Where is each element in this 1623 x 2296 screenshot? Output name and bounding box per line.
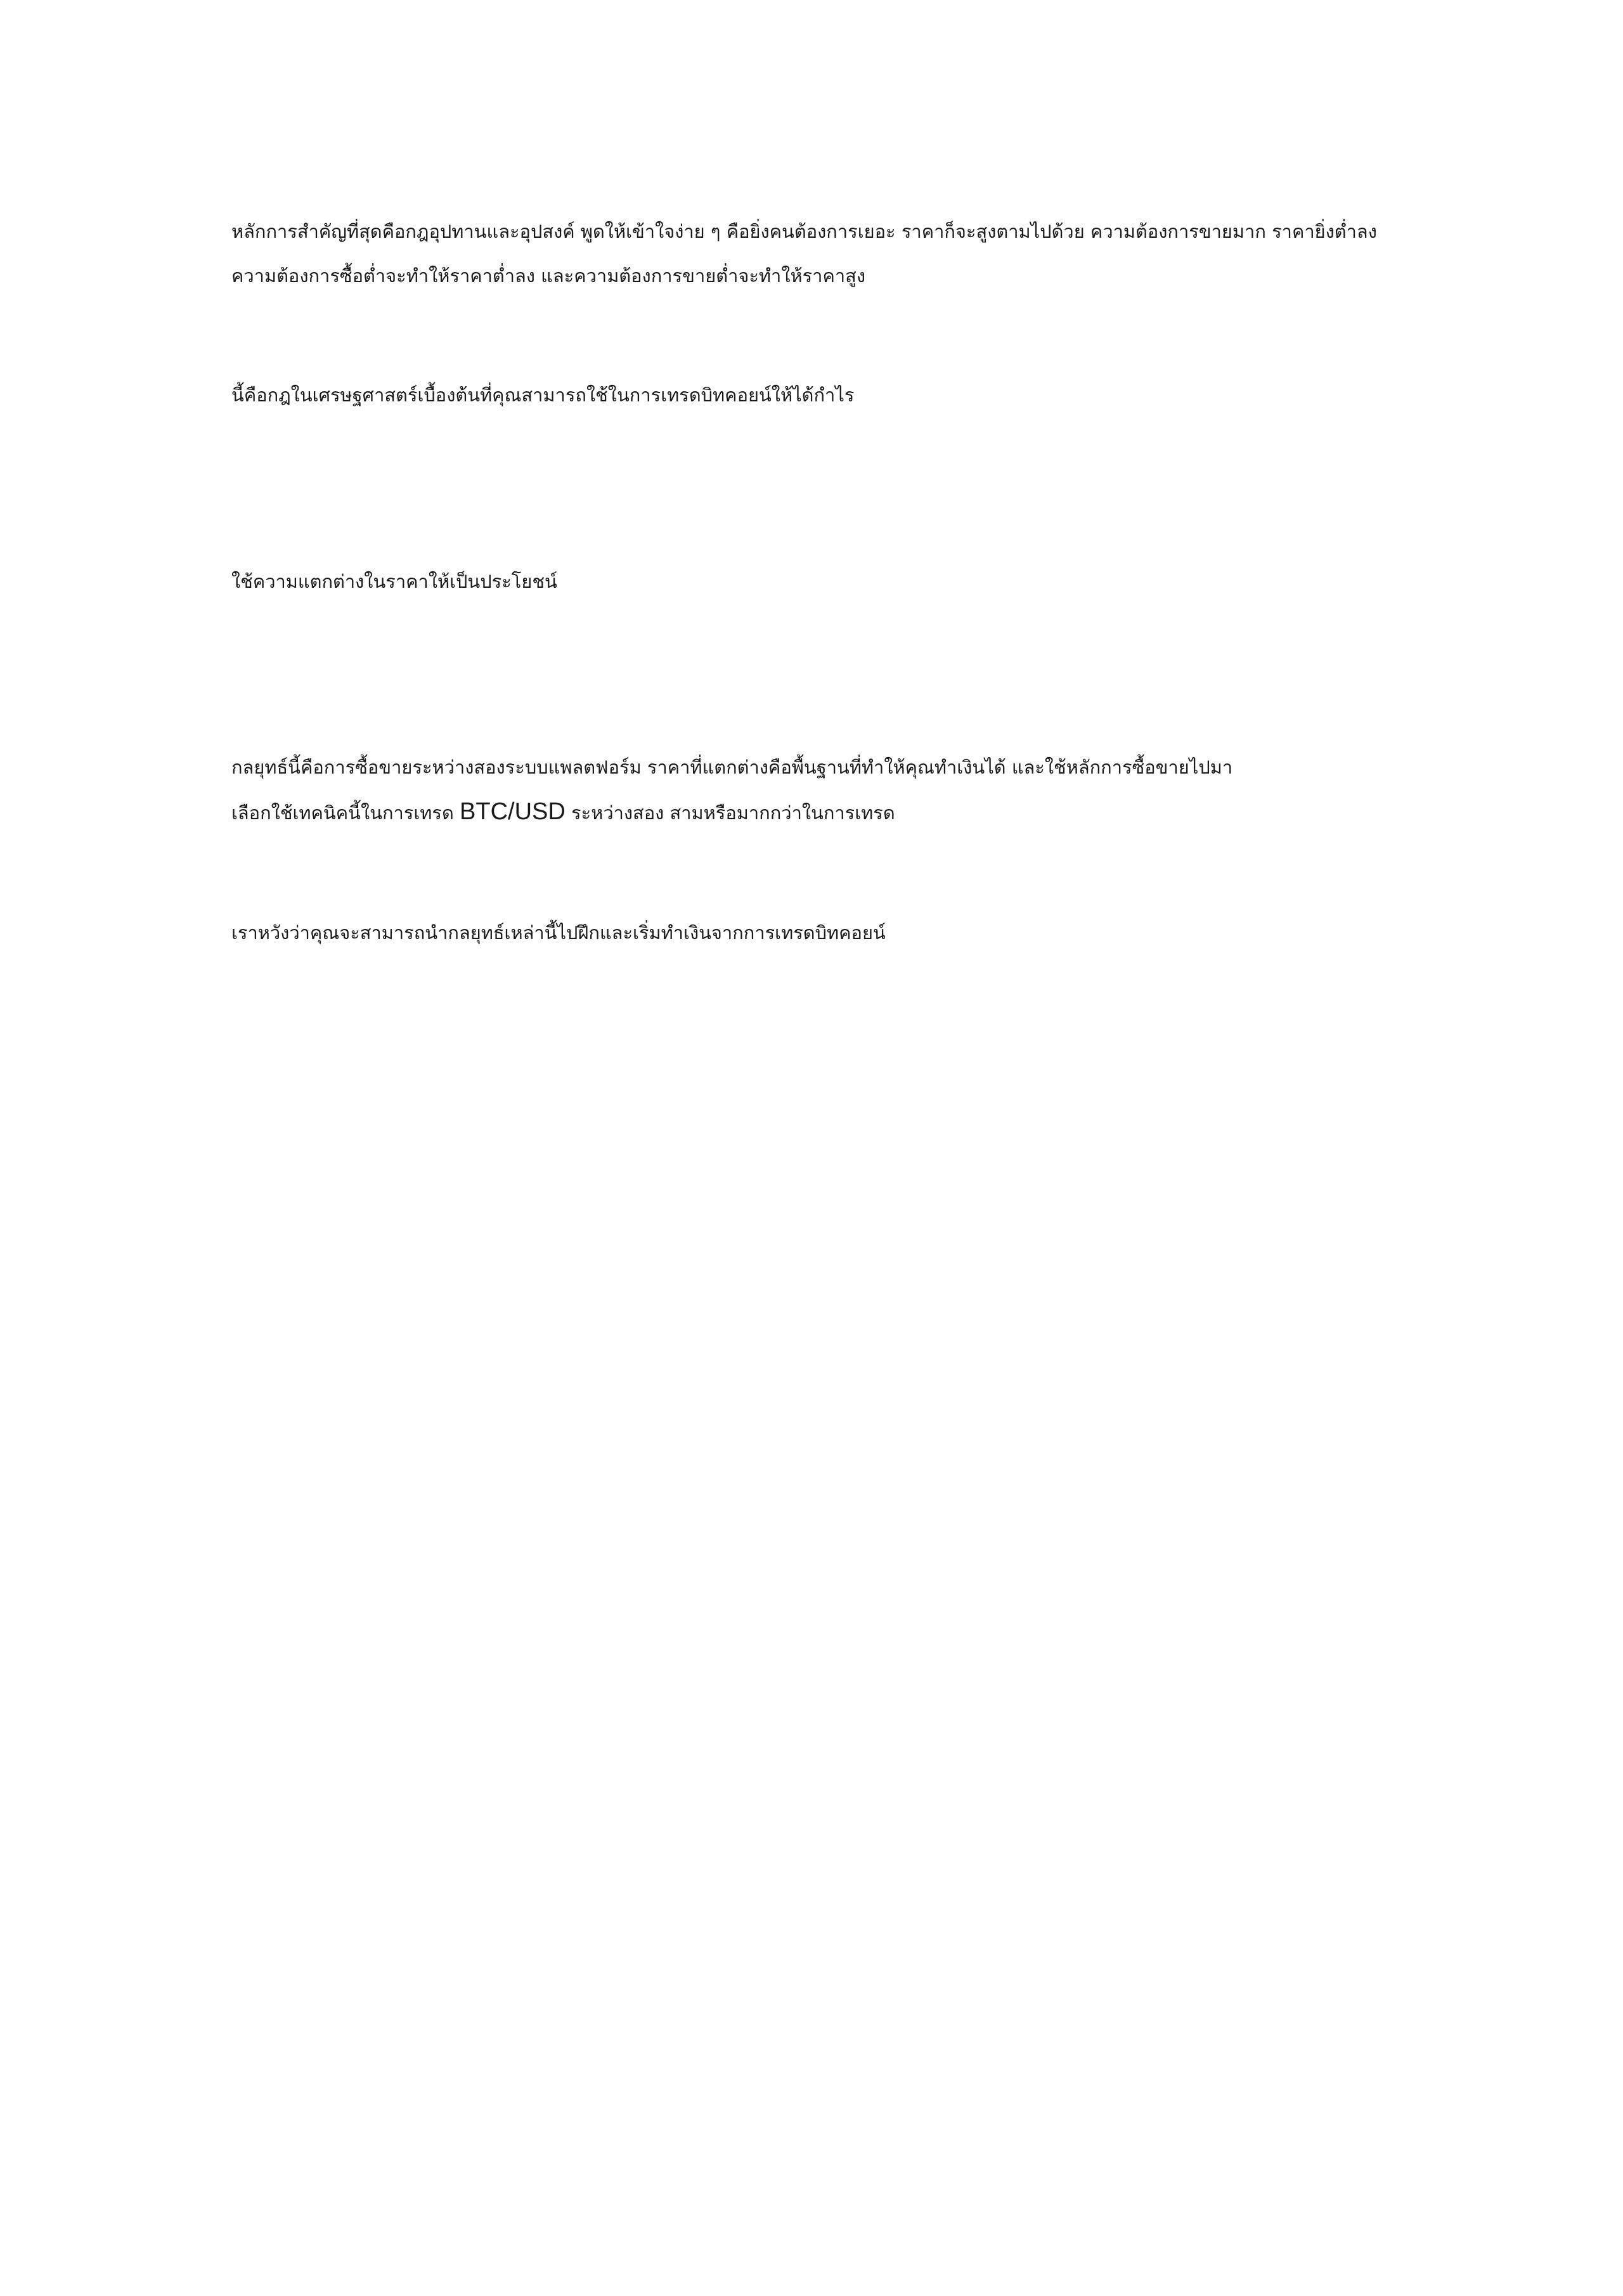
heading-text: ใช้ความแตกต่างในราคาให้เป็นประโยชน์ [231,571,557,592]
paragraph-line: หลักการสำคัญที่สุดคือกฎอุปทานและอุปสงค์ พูดให้เข้าใจง่าย ๆ คือยิ่งคนต้องการเยอะ ราคาก็จะสูงตามไปด้วย ความต้องการขายมาก ราคายิ่งต่ำลง [231,221,1377,242]
paragraph-economics-rule [231,373,1468,417]
paragraph-line: เราหวังว่าคุณจะสามารถนำกลยุทธ์เหล่านี้ไปฝึกและเริ่มทำเงินจากการเทรดบิทคอยน์ [231,922,886,944]
paragraph-line: กลยุทธ์นี้คือการซื้อขายระหว่างสองระบบแพลตฟอร์ม ราคาที่แตกต่างคือพื้นฐานที่ทำให้คุณทำเงินได้ และใช้หลักการซื้อขายไปมา [231,756,1233,778]
paragraph-supply-demand [231,209,1468,298]
paragraph-line-end: ระหว่างสอง สามหรือมากกว่าในการเทรด [565,802,895,824]
section-heading-price-difference [231,559,1468,604]
paragraph-closing [231,911,1468,955]
paragraph-line: นี้คือกฎในเศรษฐศาสตร์เบื้องต้นที่คุณสามารถใช้ในการเทรดบิทคอยน์ให้ได้กำไร [231,384,855,406]
paragraph-arbitrage-strategy [231,745,1468,835]
paragraph-line-start: เลือกใช้เทคนิคนี้ในการเทรด [231,802,460,824]
trading-pair: BTC/USD [460,798,566,825]
paragraph-line: ความต้องการซื้อต่ำจะทำให้ราคาต่ำลง และความต้องการขายต่ำจะทำให้ราคาสูง [231,265,866,287]
